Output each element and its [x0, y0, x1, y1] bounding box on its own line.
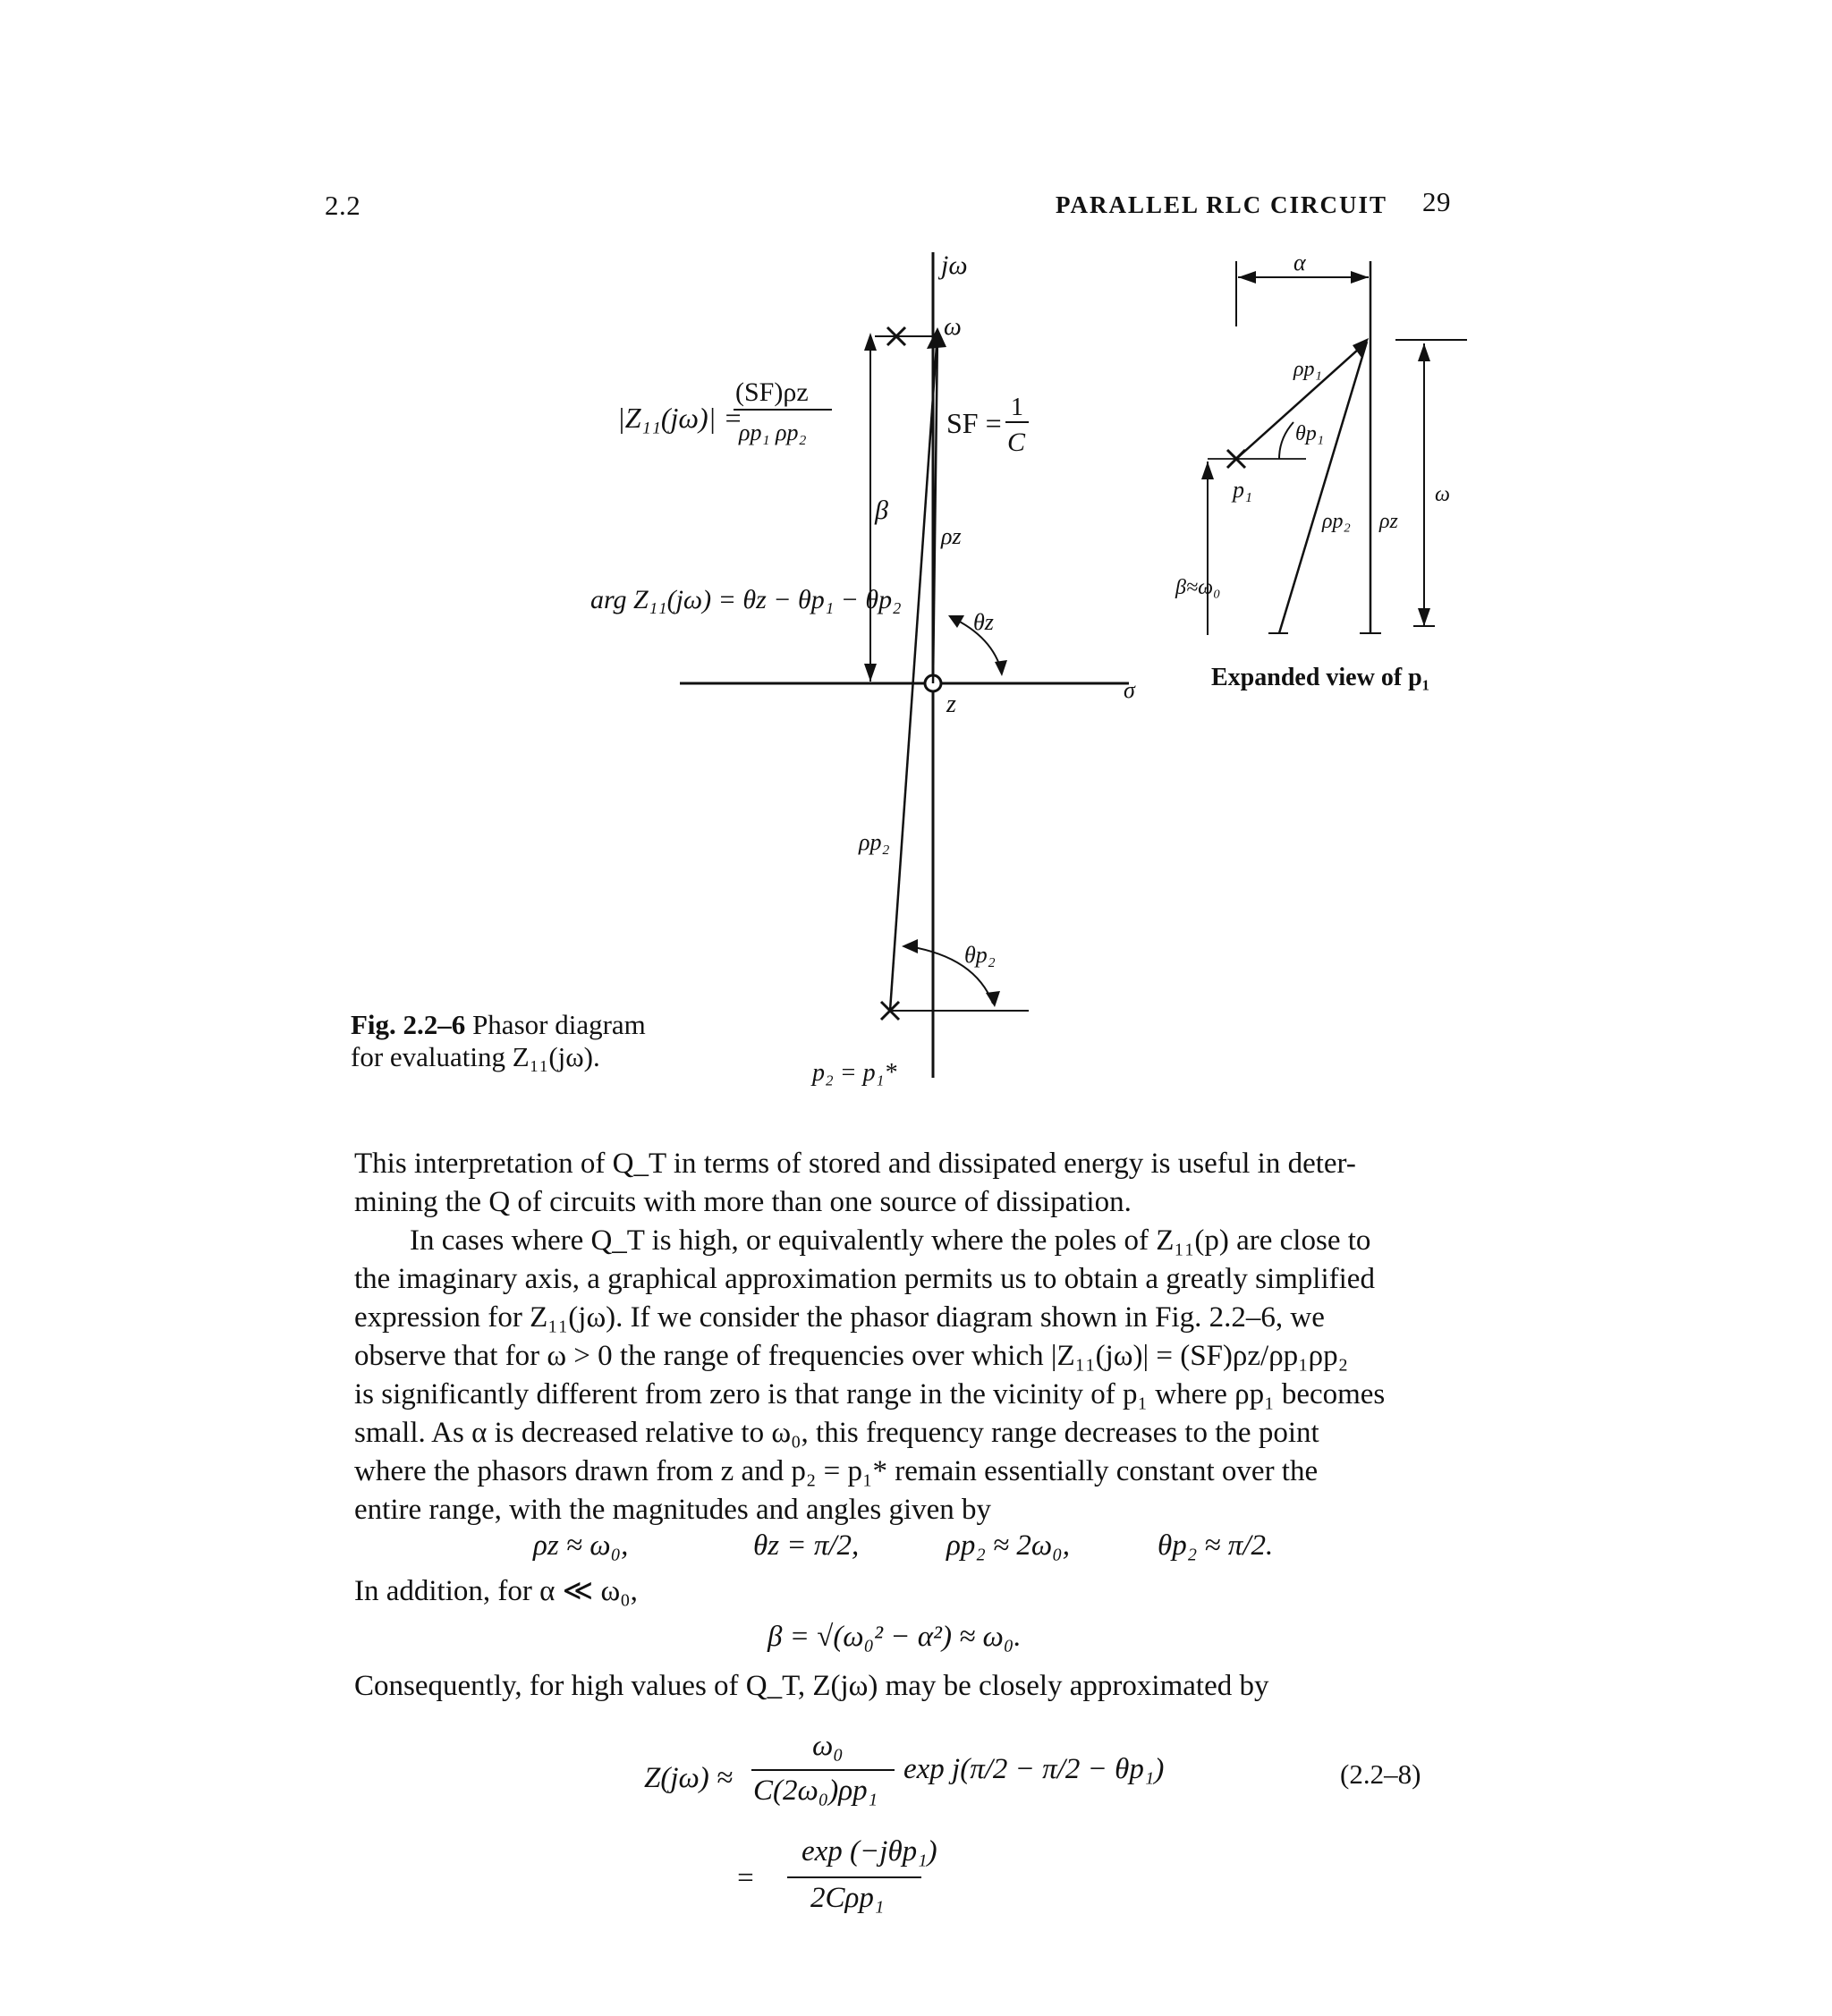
sigma-label: σ: [1124, 677, 1135, 703]
sf-denominator: C: [1007, 428, 1026, 457]
paragraph-line: expression for Z₁₁(jω). If we consider the phasor diagram shown in Fig. 2.2–6, we: [354, 1301, 1325, 1334]
equation-rho-z: ρz ≈ ω₀,: [533, 1529, 629, 1562]
sf-numerator: 1: [1011, 394, 1023, 421]
page-number: 29: [1422, 186, 1451, 217]
body-text: [354, 1145, 1472, 1529]
paragraph-line: is significantly different from zero is that range in the vicinity of p₁ where ρp₁ becomes: [354, 1378, 1386, 1410]
consequently-text: Consequently, for high values of Q_T, Z(jω) may be closely approximated by: [354, 1670, 1269, 1702]
inset-rho-z-label: ρz: [1379, 510, 1398, 533]
fraction-bar: [787, 1876, 921, 1878]
equation-z-denominator: C(2ω₀)ρp₁: [753, 1775, 878, 1807]
magnitude-numerator: (SF)ρz: [735, 377, 809, 407]
theta-p2-label: θp₂: [964, 942, 996, 968]
rho-p2-label: ρp₂: [859, 829, 890, 855]
equation-final-denominator: 2Cρp₁: [810, 1882, 885, 1914]
equation-z-numerator: ω₀: [812, 1730, 844, 1762]
paragraph-line: This interpretation of Q_T in terms of stored and dissipated energy is useful in deter-: [354, 1148, 1356, 1180]
paragraph-line: where the phasors drawn from z and p₂ = p₁* remain essentially constant over the: [354, 1455, 1319, 1487]
p2-eq-label: p₂ = p₁*: [812, 1059, 897, 1087]
sf-label: SF =: [946, 407, 1002, 439]
arg-expression: arg Z₁₁(jω) = θz − θp₁ − θp₂: [590, 585, 902, 614]
beta-label: β: [875, 496, 888, 525]
equation-rho-p2: ρp₂ ≈ 2ω₀,: [946, 1529, 1070, 1562]
figure-caption-line2: for evaluating Z₁₁(jω).: [351, 1041, 600, 1072]
in-addition-text: In addition, for α ≪ ω₀,: [354, 1575, 638, 1607]
paragraph-line: small. As α is decreased relative to ω₀, this frequency range decreases to the point: [354, 1417, 1319, 1449]
paragraph-line: the imaginary axis, a graphical approximation permits us to obtain a greatly simplified: [354, 1263, 1375, 1295]
fraction-bar: [751, 1769, 895, 1771]
inset-p1-label: p₁: [1233, 477, 1253, 503]
figure-caption-line1: Phasor diagram: [472, 1009, 646, 1040]
paragraph-line: observe that for ω > 0 the range of frequencies over which |Z₁₁(jω)| = (SF)ρz/ρp₁ρp₂: [354, 1340, 1349, 1372]
equation-final-numerator: exp (−jθp₁): [802, 1835, 937, 1868]
figure-caption-label: Fig. 2.2–6: [351, 1009, 466, 1040]
inset-alpha-label: α: [1293, 250, 1306, 275]
equation-equals: =: [735, 1862, 756, 1894]
inset-expanded-view: [1175, 250, 1467, 691]
equation-theta-p2: θp₂ ≈ π/2.: [1158, 1529, 1274, 1562]
inset-beta-label: β≈ω₀: [1175, 576, 1221, 599]
magnitude-denominator: ρp₁ ρp₂: [739, 419, 807, 445]
paragraph-line: In cases where Q_T is high, or equivalently where the poles of Z₁₁(p) are close to: [410, 1224, 1371, 1257]
magnitude-lhs: |Z₁₁(jω)| =: [617, 402, 743, 434]
equation-beta: β = √(ω₀² − α²) ≈ ω₀.: [768, 1621, 1022, 1653]
rho-z-label: ρz: [941, 523, 962, 549]
inset-theta-p1-label: θp₁: [1295, 422, 1325, 445]
paragraph-line: entire range, with the magnitudes and angles given by: [354, 1494, 992, 1526]
equation-z-exponential: exp j(π/2 − π/2 − θp₁): [903, 1753, 1165, 1785]
inset-caption: Expanded view of p₁: [1211, 664, 1430, 691]
inset-omega-label: ω: [1435, 483, 1450, 506]
inset-rho-p2-label: ρp₂: [1322, 510, 1351, 533]
equation-theta-z: θz = π/2,: [753, 1529, 860, 1562]
theta-z-label: θz: [973, 609, 994, 635]
inset-rho-p1-label: ρp₁: [1293, 358, 1322, 381]
figure-caption: [351, 1009, 646, 1073]
section-number: 2.2: [325, 190, 361, 221]
jw-label: jω: [941, 250, 968, 280]
equation-z-lhs: Z(jω) ≈: [644, 1762, 734, 1794]
zero-label: z: [946, 690, 956, 718]
paragraph-line: mining the Q of circuits with more than one source of dissipation.: [354, 1186, 1132, 1218]
running-title: PARALLEL RLC CIRCUIT: [1056, 191, 1388, 218]
omega-label: ω: [944, 313, 962, 341]
equation-number: (2.2–8): [1340, 1758, 1421, 1790]
